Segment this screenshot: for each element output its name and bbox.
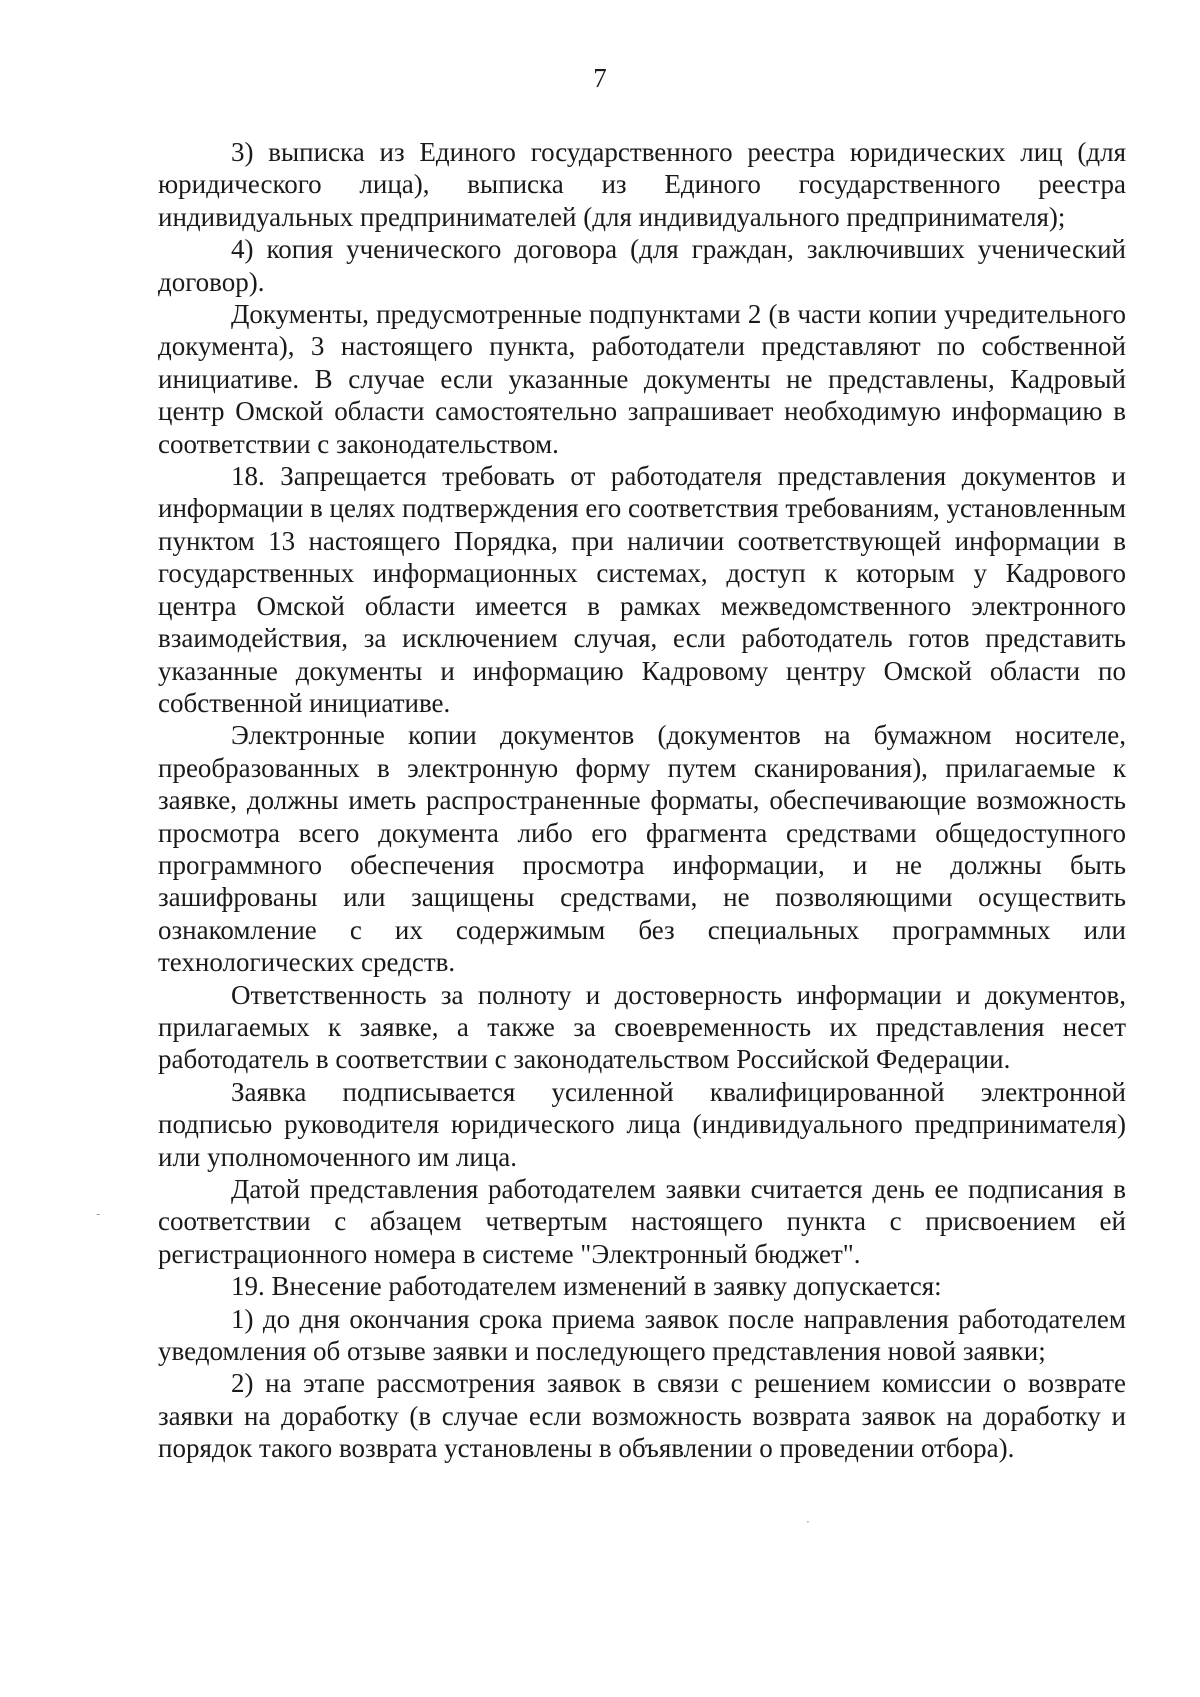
paragraph-clause-19: 19. Внесение работодателем изменений в заявку допускается:: [231, 1271, 942, 1302]
paragraph-electronic-copies: Электронные копии документов (документов на бумажном носителе, преобразованных в электронную форму путем сканирования), прилагаемые к заявке, должны иметь распространенные форматы, обеспечивающие возможность просмотра всего документа либо его фрагмента средствами общедоступного программного обеспечения просмотра информации, и не должны быть зашифрованы или защищены средствами, не позволяющими осуществить ознакомление с их содержимым без специальных программных или технологических средств.: [158, 720, 1126, 978]
paragraph-documents-initiative: Документы, предусмотренные подпунктами 2 (в части копии учредительного документа), 3 настоящего пункта, работодатели представляют по собственной инициативе. В случае если указанные документы не представлены, Кадровый центр Омской области самостоятельно запрашивает необходимую информацию в соответствии с законодательством.: [158, 299, 1126, 459]
paragraph-clause-18: 18. Запрещается требовать от работодателя представления документов и информации в целях подтверждения его соответствия требованиям, установленным пунктом 13 настоящего Порядка, при наличии соответствующей информации в государственных информационных системах, доступ к которым у Кадрового центра Омской области имеется в рамках межведомственного электронного взаимодействия, за исключением случая, если работодатель готов представить указанные документы и информацию Кадровому центру Омской области по собственной инициативе.: [158, 461, 1126, 718]
paragraph-item-4: 4) копия ученического договора (для граждан, заключивших ученический договор).: [158, 234, 1126, 297]
paragraph-clause-19-item-2: 2) на этапе рассмотрения заявок в связи с решением комиссии о возврате заявки на доработку (в случае если возможность возврата заявок на доработку и порядок такого возврата установлены в объявлении о проведении отбора).: [158, 1368, 1126, 1464]
paragraph-responsibility: Ответственность за полноту и достоверность информации и документов, прилагаемых к заявке, а также за своевременность их представления несет работодатель в соответствии с законодательством Российской Федерации.: [158, 979, 1126, 1075]
paragraph-item-3: 3) выписка из Единого государственного реестра юридических лиц (для юридического лица), выписка из Единого государственного реестра индивидуальных предпринимателей (для индивидуального предпринимателя);: [158, 137, 1126, 232]
paragraph-signature: Заявка подписывается усиленной квалифицированной электронной подписью руководителя юридического лица (индивидуального предпринимателя) или уполномоченного им лица.: [158, 1076, 1126, 1172]
document-body: [158, 136, 1126, 1465]
paragraph-submission-date: Датой представления работодателем заявки считается день ее подписания в соответствии с абзацем четвертым настоящего пункта с присвоением ей регистрационного номера в системе "Электронный бюджет".: [158, 1174, 1126, 1269]
scan-speck-left: -: [96, 1207, 101, 1221]
paragraph-clause-19-item-1: 1) до дня окончания срока приема заявок после направления работодателем уведомления об отзыве заявки и последующего представления новой заявки;: [158, 1303, 1126, 1367]
page-number: 7: [593, 63, 607, 93]
scan-speck-bottom: ·: [806, 1515, 810, 1529]
